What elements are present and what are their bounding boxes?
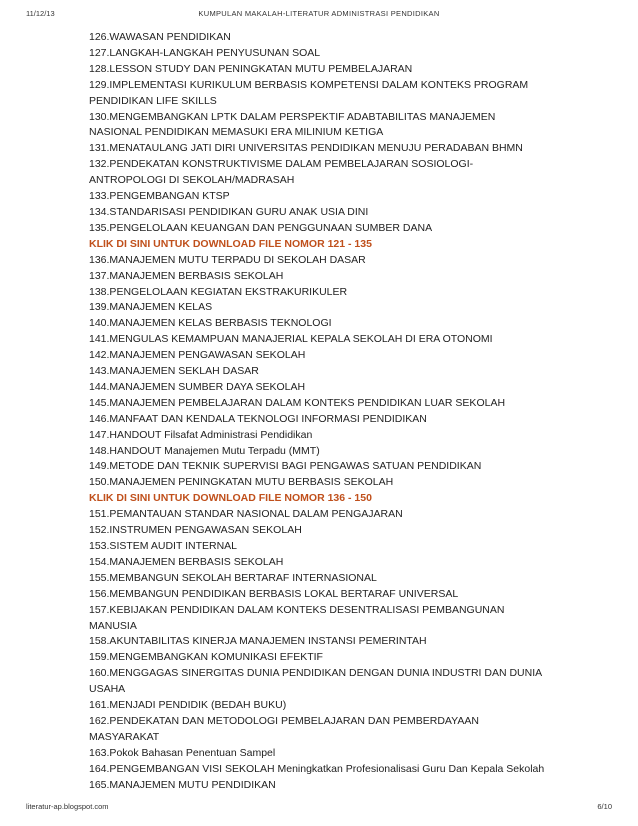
list-item: [89, 459, 549, 475]
list-item: [89, 746, 549, 762]
list-item: [89, 300, 549, 316]
list-item-label: 154.MANAJEMEN BERBASIS SEKOLAH: [89, 555, 284, 568]
list-item: [89, 364, 549, 380]
list-item: [89, 46, 549, 62]
list-item: [89, 539, 549, 555]
list-item: [89, 348, 549, 364]
list-item-label: 132.PENDEKATAN KONSTRUKTIVISME DALAM PEMBELAJARAN SOSIOLOGI-ANTROPOLOGI DI SEKOLAH/MADRASAH: [89, 158, 474, 187]
list-item-label: 159.MENGEMBANGKAN KOMUNIKASI EFEKTIF: [89, 651, 323, 664]
list-item-label: 164.PENGEMBANGAN VISI SEKOLAH Meningkatkan Profesionalisasi Guru Dan Kepala Sekolah: [89, 762, 545, 775]
list-item-label: 161.MENJADI PENDIDIK (BEDAH BUKU): [89, 699, 287, 712]
list-item: [89, 475, 549, 491]
list-item: [89, 412, 549, 428]
list-item-label: 156.MEMBANGUN PENDIDIKAN BERBASIS LOKAL BERTARAF UNIVERSAL: [89, 587, 459, 600]
list-item-label: 158.AKUNTABILITAS KINERJA MANAJEMEN INSTANSI PEMERINTAH: [89, 635, 427, 648]
list-item-label: 133.PENGEMBANGAN KTSP: [89, 190, 230, 203]
list-item-label: 147.HANDOUT Filsafat Administrasi Pendidikan: [89, 428, 313, 441]
list-item: [89, 634, 549, 650]
list-item-label: 163.Pokok Bahasan Penentuan Sampel: [89, 746, 276, 759]
download-link-label[interactable]: KLIK DI SINI UNTUK DOWNLOAD FILE NOMOR 121 - 135: [89, 237, 372, 250]
list-item-label: 148.HANDOUT Manajemen Mutu Terpadu (MMT): [89, 444, 320, 457]
list-item-label: 131.MENATAULANG JATI DIRI UNIVERSITAS PENDIDIKAN MENUJU PERADABAN BHMN: [89, 142, 523, 155]
list-item-label: 165.MANAJEMEN MUTU PENDIDIKAN: [89, 778, 276, 791]
list-item-label: 140.MANAJEMEN KELAS BERBASIS TEKNOLOGI: [89, 317, 332, 330]
list-item: [89, 603, 549, 635]
header-title: KUMPULAN MAKALAH-LITERATUR ADMINISTRASI PENDIDIKAN: [198, 9, 440, 18]
list-item: [89, 380, 549, 396]
list-item: [89, 555, 549, 571]
list-item-label: 146.MANFAAT DAN KENDALA TEKNOLOGI INFORMASI PENDIDIKAN: [89, 412, 427, 425]
footer-url: literatur-ap.blogspot.com: [26, 802, 109, 811]
list-item-label: 150.MANAJEMEN PENINGKATAN MUTU BERBASIS SEKOLAH: [89, 476, 394, 489]
list-item-label: 135.PENGELOLAAN KEUANGAN DAN PENGGUNAAN SUMBER DANA: [89, 221, 433, 234]
list-item-label: 151.PEMANTAUAN STANDAR NASIONAL DALAM PENGAJARAN: [89, 508, 403, 521]
list-item-label: 134.STANDARISASI PENDIDIKAN GURU ANAK USIA DINI: [89, 205, 369, 218]
list-item: [89, 189, 549, 205]
list-item: [89, 396, 549, 412]
list-item-label: 127.LANGKAH-LANGKAH PENYUSUNAN SOAL: [89, 46, 321, 59]
list-item: [89, 523, 549, 539]
list-item-label: 149.METODE DAN TEKNIK SUPERVISI BAGI PENGAWAS SATUAN PENDIDIKAN: [89, 460, 482, 473]
page-number: 6/10: [597, 802, 612, 811]
list-item: [89, 253, 549, 269]
download-link-label[interactable]: KLIK DI SINI UNTUK DOWNLOAD FILE NOMOR 136 - 150: [89, 492, 372, 505]
list-item-label: 139.MANAJEMEN KELAS: [89, 301, 213, 314]
list-item: [89, 110, 549, 142]
list-item-label: 128.LESSON STUDY DAN PENINGKATAN MUTU PEMBELAJARAN: [89, 62, 413, 75]
list-item-label: 157.KEBIJAKAN PENDIDIKAN DALAM KONTEKS DESENTRALISASI PEMBANGUNAN MANUSIA: [89, 603, 505, 632]
list-item-label: 153.SISTEM AUDIT INTERNAL: [89, 540, 238, 552]
list-item: [89, 78, 549, 110]
list-item: [89, 332, 549, 348]
list-item-label: 145.MANAJEMEN PEMBELAJARAN DALAM KONTEKS PENDIDIKAN LUAR SEKOLAH: [89, 396, 506, 409]
list-item: [89, 571, 549, 587]
list-item-label: 126.WAWASAN PENDIDIKAN: [89, 31, 231, 43]
list-item-label: 136.MANAJEMEN MUTU TERPADU DI SEKOLAH DASAR: [89, 253, 366, 266]
list-item: [89, 205, 549, 221]
list-item-label: 141.MENGULAS KEMAMPUAN MANAJERIAL KEPALA SEKOLAH DI ERA OTONOMI: [89, 333, 493, 346]
list-item: [89, 285, 549, 301]
list-item: [89, 666, 549, 698]
list-item-label: 160.MENGGAGAS SINERGITAS DUNIA PENDIDIKAN DENGAN DUNIA INDUSTRI DAN DUNIA USAHA: [89, 667, 542, 696]
list-item-label: 142.MANAJEMEN PENGAWASAN SEKOLAH: [89, 349, 306, 362]
list-item: [89, 428, 549, 444]
article-list: [89, 30, 549, 794]
list-item: [89, 444, 549, 460]
list-item: [89, 141, 549, 157]
download-link[interactable]: [89, 491, 549, 507]
list-item: [89, 62, 549, 78]
list-item: [89, 650, 549, 666]
list-item: [89, 316, 549, 332]
list-item: [89, 698, 549, 714]
list-item-label: 162.PENDEKATAN DAN METODOLOGI PEMBELAJARAN DAN PEMBERDAYAAN MASYARAKAT: [89, 714, 479, 743]
list-item: [89, 714, 549, 746]
list-item: [89, 507, 549, 523]
list-item: [89, 762, 549, 778]
header-date: 11/12/13: [26, 9, 55, 18]
list-item-label: 143.MANAJEMEN SEKLAH DASAR: [89, 365, 259, 378]
list-item: [89, 157, 549, 189]
list-item-label: 155.MEMBANGUN SEKOLAH BERTARAF INTERNASIONAL: [89, 571, 377, 584]
download-link[interactable]: [89, 237, 549, 253]
list-item-label: 130.MENGEMBANGKAN LPTK DALAM PERSPEKTIF ADABTABILITAS MANAJEMEN NASIONAL PENDIDIKAN MEMASUKI ERA MILINIUM KETIGA: [89, 110, 496, 139]
list-item-label: 152.INSTRUMEN PENGAWASAN SEKOLAH: [89, 524, 302, 537]
list-item: [89, 269, 549, 285]
list-item: [89, 221, 549, 237]
list-item-label: 137.MANAJEMEN BERBASIS SEKOLAH: [89, 269, 284, 282]
list-item-label: 144.MANAJEMEN SUMBER DAYA SEKOLAH: [89, 380, 306, 393]
list-item: [89, 778, 549, 794]
list-item-label: 129.IMPLEMENTASI KURIKULUM BERBASIS KOMPETENSI DALAM KONTEKS PROGRAM PENDIDIKAN LIFE SKILLS: [89, 78, 529, 107]
list-item: [89, 30, 549, 46]
list-item-label: 138.PENGELOLAAN KEGIATAN EKSTRAKURIKULER: [89, 285, 348, 298]
list-item: [89, 587, 549, 603]
